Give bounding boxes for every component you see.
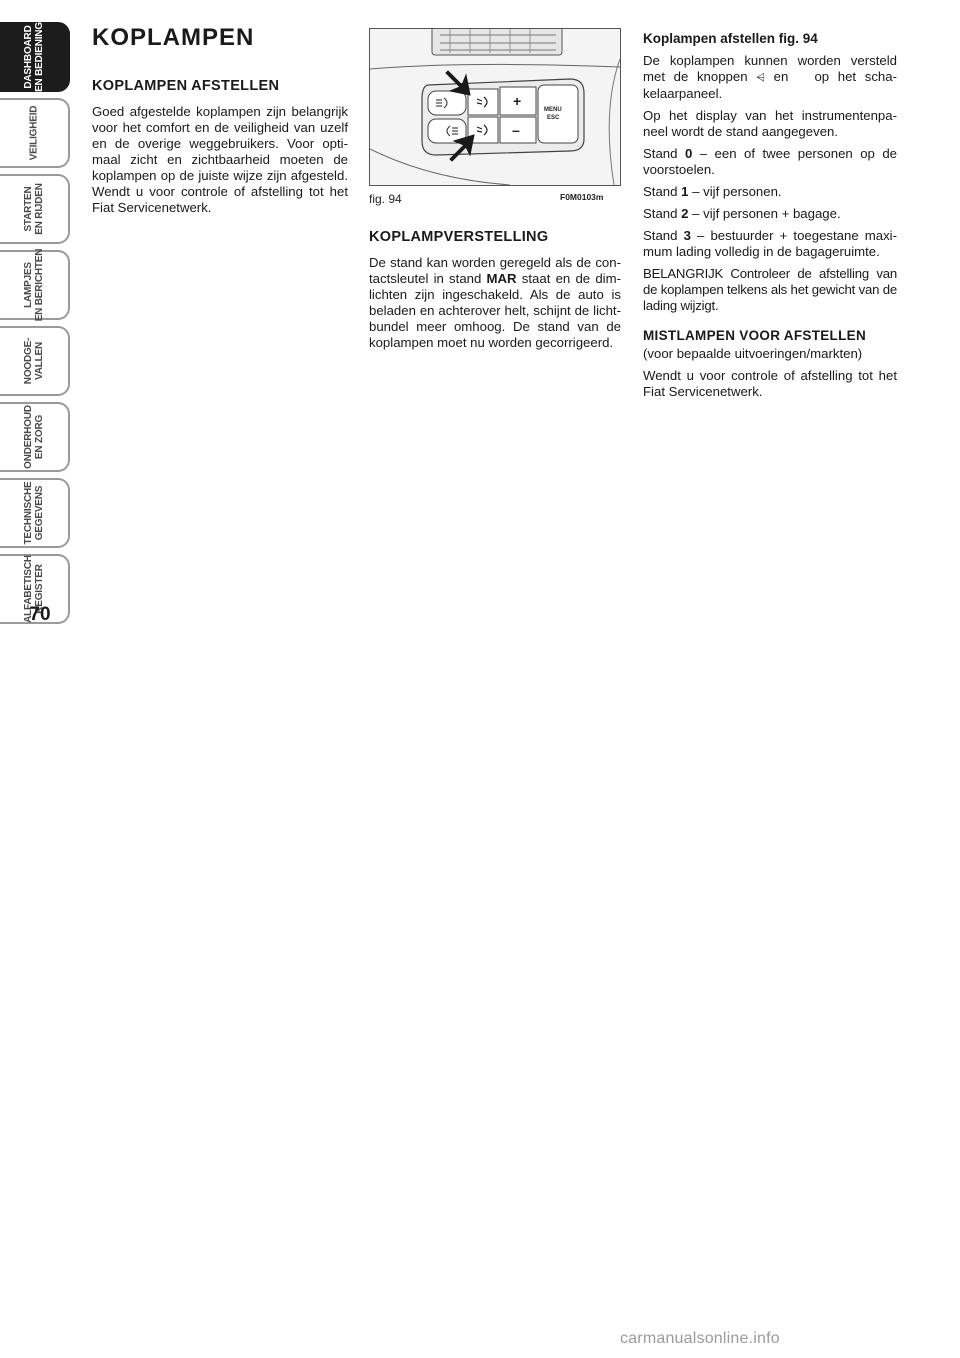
intro-paragraph: Goed afgestelde koplampen zijn belangrijk voor het comfort en de veiligheid van uzelf en de overige weggebruikers. Voor opti-maal zicht en zichtbaarheid moeten de koplampen op de juiste wijze zijn afgesteld. Wendt u voor controle of afstelling tot het Fiat Servicenetwerk. [92, 104, 348, 215]
column-3 [643, 31, 897, 400]
stand-number: 2 [681, 206, 689, 221]
tab-label: NOODGE- VALLEN [23, 337, 45, 385]
column-2 [369, 229, 621, 351]
stand-text: – bestuurder + toegestane maxi-mum lading volledig in de bagageruimte. [643, 228, 897, 259]
adjust-text-1: De koplampen kunnen worden versteld met de knoppen [643, 53, 897, 84]
stand-word: Stand [643, 206, 678, 221]
column-1 [92, 78, 348, 216]
menu-label: MENU [544, 107, 562, 113]
figure-code: F0M0103m [560, 192, 604, 202]
stand-number: 3 [683, 228, 691, 243]
tab-label: VEILIGHEID [28, 105, 40, 161]
stand-text: – vijf personen + bagage. [688, 206, 841, 221]
stand-text: – een of twee personen op de voorstoelen. [643, 146, 897, 177]
footer-watermark-url: carmanualsonline.info [620, 1330, 780, 1347]
tab-label: ALFABETISCH REGISTER [23, 555, 45, 623]
headlamp-up-button[interactable] [468, 89, 498, 115]
tab-lampjes[interactable] [0, 250, 70, 320]
section-title-koplampen-afstellen: KOPLAMPEN AFSTELLEN [92, 78, 280, 94]
page-number: 70 [29, 604, 51, 625]
tab-label: LAMPJES EN BERICHTEN [23, 248, 45, 322]
verstelling-text-2: staat en de dim-lichten zijn ingeschakeld. Als de auto is beladen en achterover helt, schijnt de licht-bundel meer omhoog. De stand van de koplampen moet nu worden gecorrigeerd. [369, 271, 621, 350]
fog-section-title: MISTLAMPEN VOOR AFSTELLEN [643, 328, 866, 343]
tab-veiligheid[interactable] [0, 98, 70, 168]
section-title-koplampverstelling: KOPLAMPVERSTELLING [369, 229, 549, 245]
display-paragraph: Op het display van het instrumentenpa-neel wordt de stand aangegeven. [643, 108, 897, 139]
tab-noodgevallen[interactable] [0, 326, 70, 396]
minus-symbol: – [512, 122, 520, 138]
fog-subtitle: (voor bepaalde uitvoeringen/markten) [643, 346, 863, 361]
page-title: KOPLAMPEN [92, 24, 255, 51]
tab-onderhoud[interactable] [0, 402, 70, 472]
verstelling-paragraph [369, 255, 621, 351]
adjust-text-3: op het scha-kelaarpaneel. [643, 69, 897, 101]
switch-panel-illustration [370, 29, 620, 185]
tab-label: DASHBOARD EN BEDIENING [23, 22, 45, 92]
stand-0 [643, 146, 897, 178]
adjust-text-2: en [765, 69, 797, 84]
headlamp-up-icon: ⩤ [756, 71, 766, 84]
stand-number: 0 [684, 146, 693, 161]
menu-esc-button[interactable] [538, 85, 578, 143]
mar-key-position: MAR [486, 271, 517, 286]
fog-paragraph: Wendt u voor controle of afstelling tot het Fiat Servicenetwerk. [643, 368, 897, 399]
plus-symbol: + [513, 93, 522, 109]
stand-1 [643, 184, 897, 200]
figure-94 [369, 28, 621, 186]
stand-word: Stand [643, 146, 678, 161]
stand-word: Stand [643, 184, 678, 199]
vent-grille-icon [432, 29, 562, 55]
adjust-paragraph [643, 53, 897, 102]
stand-word: Stand [643, 228, 678, 243]
tab-label: ONDERHOUD EN ZORG [23, 405, 45, 469]
tab-dashboard[interactable] [0, 22, 70, 92]
important-note: BELANGRIJK Controleer de afstelling van de koplampen telkens als het gewicht van de lading wijzigt. [643, 266, 897, 313]
esc-label: ESC [547, 115, 560, 121]
stand-2 [643, 206, 897, 222]
tab-starten[interactable] [0, 174, 70, 244]
tab-technische[interactable] [0, 478, 70, 548]
verstelling-text-1: De stand kan worden geregeld als de con-tactsleutel in stand [369, 255, 621, 286]
figure-caption: fig. 94 [369, 192, 402, 206]
tab-label: STARTEN EN RIJDEN [23, 183, 45, 235]
adjust-heading: Koplampen afstellen fig. 94 [643, 31, 818, 46]
stand-text: – vijf personen. [688, 184, 782, 199]
stand-3 [643, 228, 897, 260]
tab-label: TECHNISCHE GEGEVENS [23, 481, 45, 545]
stand-number: 1 [681, 184, 689, 199]
